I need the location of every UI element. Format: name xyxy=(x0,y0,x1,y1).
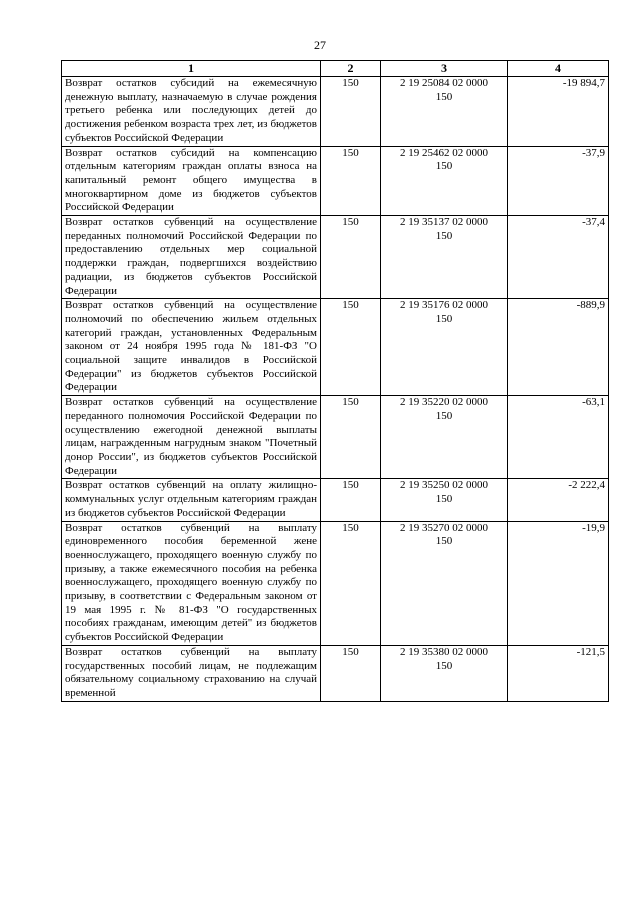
budget-code-line-2: 150 xyxy=(435,659,453,672)
budget-code-line-1: 2 19 25462 02 0000 xyxy=(400,146,488,159)
table-row xyxy=(62,645,609,701)
table-row xyxy=(62,146,609,216)
row-admin-code: 150 xyxy=(321,146,381,216)
row-budget-code xyxy=(381,299,508,396)
row-amount: -63,1 xyxy=(508,396,609,479)
row-budget-code xyxy=(381,521,508,645)
budget-table xyxy=(61,60,609,702)
budget-code-line-2: 150 xyxy=(435,229,453,242)
page-number: 27 xyxy=(314,38,326,52)
budget-code-line-1: 2 19 35270 02 0000 xyxy=(400,521,488,534)
table-row xyxy=(62,521,609,645)
table-row xyxy=(62,77,609,147)
row-amount: -37,4 xyxy=(508,216,609,299)
row-budget-code xyxy=(381,479,508,521)
budget-code-line-1: 2 19 35250 02 0000 xyxy=(400,479,488,492)
row-description: Возврат остатков субсидий на ежемесячную денежную выплату, назначаемую в случае рождения третьего ребенка или последующих детей до достижения ребенком возраста трех лет, из бюджетов субъектов Российской Федерации xyxy=(62,77,321,147)
row-description: Возврат остатков субвенций на осуществление полномочий по обеспечению жильем отдельных категорий граждан, установленных Федеральным законом от 24 ноября 1995 года № 181-ФЗ "О социальной защите инвалидов в Российской Федерации" из бюджетов субъектов Российской Федерации xyxy=(62,299,321,396)
row-description: Возврат остатков субвенций на осуществление переданного полномочия Российской Федерации по осуществлению ежегодной денежной выплаты лицам, награжденным нагрудным знаком "Почетный донор России", из бюджетов субъектов Российской Федерации xyxy=(62,396,321,479)
row-admin-code: 150 xyxy=(321,216,381,299)
row-budget-code xyxy=(381,146,508,216)
budget-code-line-2: 150 xyxy=(435,409,453,422)
row-amount: -121,5 xyxy=(508,645,609,701)
budget-code-line-1: 2 19 25084 02 0000 xyxy=(400,77,488,89)
budget-code-line-1: 2 19 35176 02 0000 xyxy=(400,299,488,312)
row-budget-code xyxy=(381,645,508,701)
column-header-2: 2 xyxy=(321,61,381,77)
table-row xyxy=(62,299,609,396)
budget-code-line-2: 150 xyxy=(435,160,453,173)
row-description: Возврат остатков субвенций на выплату государственных пособий лицам, не подлежащим обязательному социальному страхованию на случай временной xyxy=(62,645,321,701)
row-admin-code: 150 xyxy=(321,479,381,521)
row-amount: -19,9 xyxy=(508,521,609,645)
budget-code-line-1: 2 19 35380 02 0000 xyxy=(400,645,488,658)
row-amount: -889,9 xyxy=(508,299,609,396)
row-description: Возврат остатков субвенций на осуществление переданных полномочий Российской Федерации по предоставлению отдельных мер социальной поддержки граждан, подвергшихся воздействию радиации, из бюджетов субъектов Российской Федерации xyxy=(62,216,321,299)
column-header-1: 1 xyxy=(62,61,321,77)
row-amount: -2 222,4 xyxy=(508,479,609,521)
table-header-row xyxy=(62,61,609,77)
row-budget-code xyxy=(381,77,508,147)
row-admin-code: 150 xyxy=(321,299,381,396)
budget-code-line-2: 150 xyxy=(435,493,453,506)
budget-code-line-2: 150 xyxy=(435,312,453,325)
column-header-3: 3 xyxy=(381,61,508,77)
table-row xyxy=(62,216,609,299)
budget-code-line-1: 2 19 35220 02 0000 xyxy=(400,396,488,409)
row-admin-code: 150 xyxy=(321,77,381,147)
column-header-4: 4 xyxy=(508,61,609,77)
row-description: Возврат остатков субсидий на компенсацию отдельным категориям граждан оплаты взноса на капитальный ремонт общего имущества в многоквартирном доме из бюджетов субъектов Российской Федерации xyxy=(62,146,321,216)
row-description: Возврат остатков субвенций на оплату жилищно-коммунальных услуг отдельным категориям граждан из бюджетов субъектов Российской Федерации xyxy=(62,479,321,521)
row-budget-code xyxy=(381,216,508,299)
budget-code-line-1: 2 19 35137 02 0000 xyxy=(400,216,488,229)
table-row xyxy=(62,396,609,479)
table-row xyxy=(62,479,609,521)
row-admin-code: 150 xyxy=(321,645,381,701)
row-amount: -37,9 xyxy=(508,146,609,216)
budget-code-line-2: 150 xyxy=(435,90,453,103)
row-budget-code xyxy=(381,396,508,479)
row-admin-code: 150 xyxy=(321,521,381,645)
budget-code-line-2: 150 xyxy=(435,535,453,548)
row-admin-code: 150 xyxy=(321,396,381,479)
row-amount: -19 894,7 xyxy=(508,77,609,147)
row-description: Возврат остатков субвенций на выплату единовременного пособия беременной жене военнослужащего, проходящего военную службу по призыву, а также ежемесячного пособия на ребенка военнослужащего, проходящего военную службу по призыву, в соответствии с Федеральным законом от 19 мая 1995 г. № 81-ФЗ "О государственных пособиях гражданам, имеющим детей" из бюджетов субъектов Российской Федерации xyxy=(62,521,321,645)
